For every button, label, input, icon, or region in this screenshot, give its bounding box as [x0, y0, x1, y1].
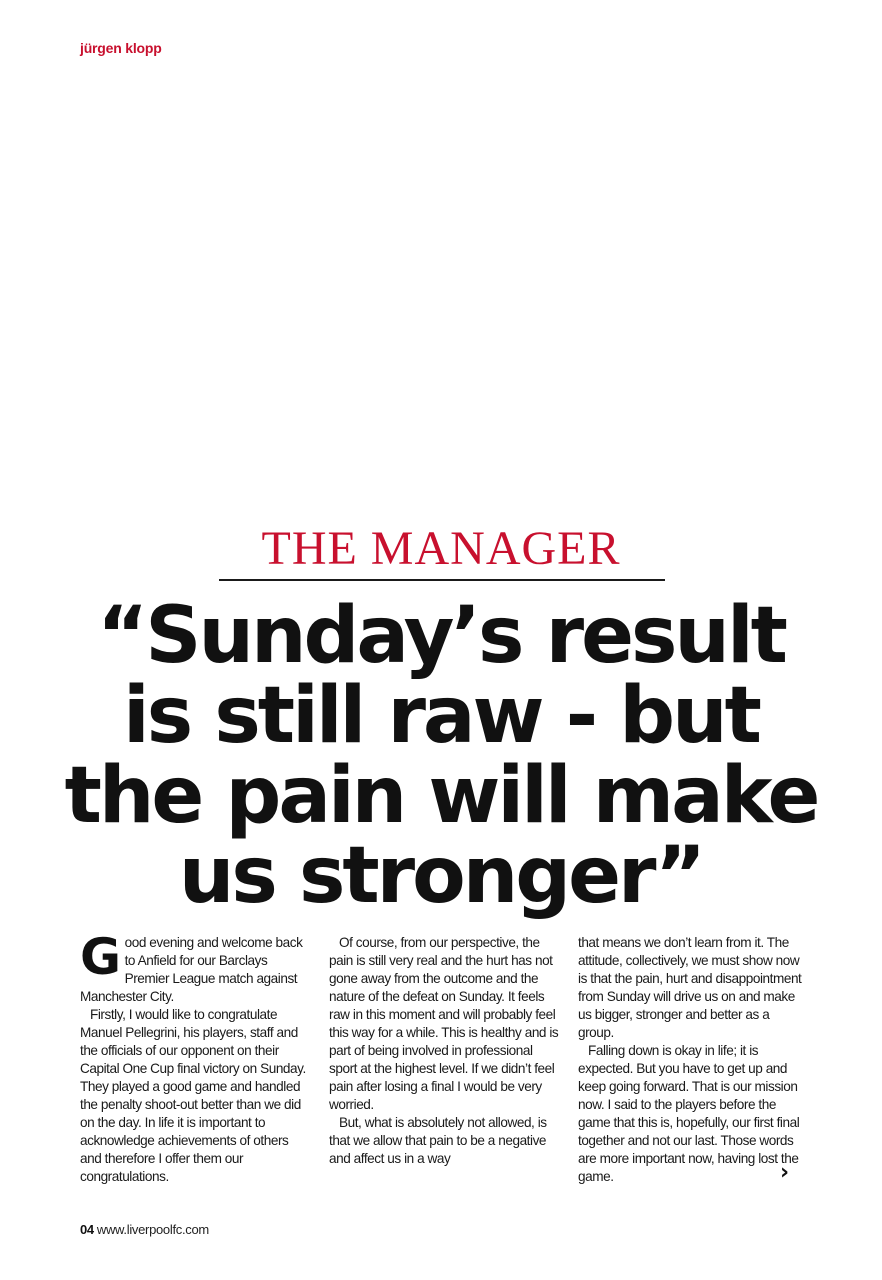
- paragraph: [80, 928, 310, 1006]
- paragraph: But, what is absolutely not allowed, is that we allow that pain to be a negative and affect us in a way: [329, 1115, 547, 1166]
- running-head: jürgen klopp: [80, 40, 162, 56]
- paragraph: that means we don’t learn from it. The attitude, collectively, we must show now is that the pain, hurt and disappointment from Sunday will drive us on and make us bigger, stronger and better as a group.: [578, 935, 802, 1040]
- headline-line-4: us stronger”: [178, 831, 704, 921]
- headline-line-2: is still raw - but: [123, 671, 759, 761]
- headline-line-1: “Sunday’s result: [97, 591, 785, 681]
- headline-line-3: the pain will make: [64, 751, 818, 841]
- article-body: [80, 928, 810, 1194]
- paragraph: Falling down is okay in life; it is expected. But you have to get up and keep going forward. That is our mission now. I said to the players before the game that this is, hopefully, our first final together and not our last. Those words are more important now, having lost the game.: [578, 1043, 800, 1184]
- title-rule: [219, 579, 665, 581]
- column-3: [578, 934, 808, 1194]
- continue-arrow-icon: ›: [780, 1160, 790, 1185]
- page-number: 04: [80, 1222, 94, 1237]
- section-title: THE MANAGER: [261, 522, 621, 575]
- column-2: [329, 934, 559, 1194]
- paragraph: Firstly, I would like to congratulate Manuel Pellegrini, his players, staff and the officials of our opponent on their Capital One Cup final victory on Sunday. They played a good game and handled the penalty shoot-out better than we did on the day. In life it is important to acknowledge achievements of others and therefore I offer them our congratulations.: [80, 1007, 306, 1184]
- page-footer: [80, 1222, 209, 1237]
- paragraph-text: ood evening and welcome back to Anfield for our Barclays Premier League match against Manchester City.: [80, 935, 303, 1004]
- drop-cap: G: [80, 928, 121, 986]
- column-1: [80, 928, 310, 1194]
- footer-url: www.liverpoolfc.com: [96, 1222, 209, 1237]
- headline: [20, 591, 862, 921]
- paragraph: Of course, from our perspective, the pain is still very real and the hurt has not gone away from the outcome and the nature of the defeat on Sunday. It feels raw in this moment and will probably feel this way for a while. This is healthy and is part of being involved in professional sport at the highest level. If we didn’t feel pain after losing a final I would be very worried.: [329, 935, 559, 1112]
